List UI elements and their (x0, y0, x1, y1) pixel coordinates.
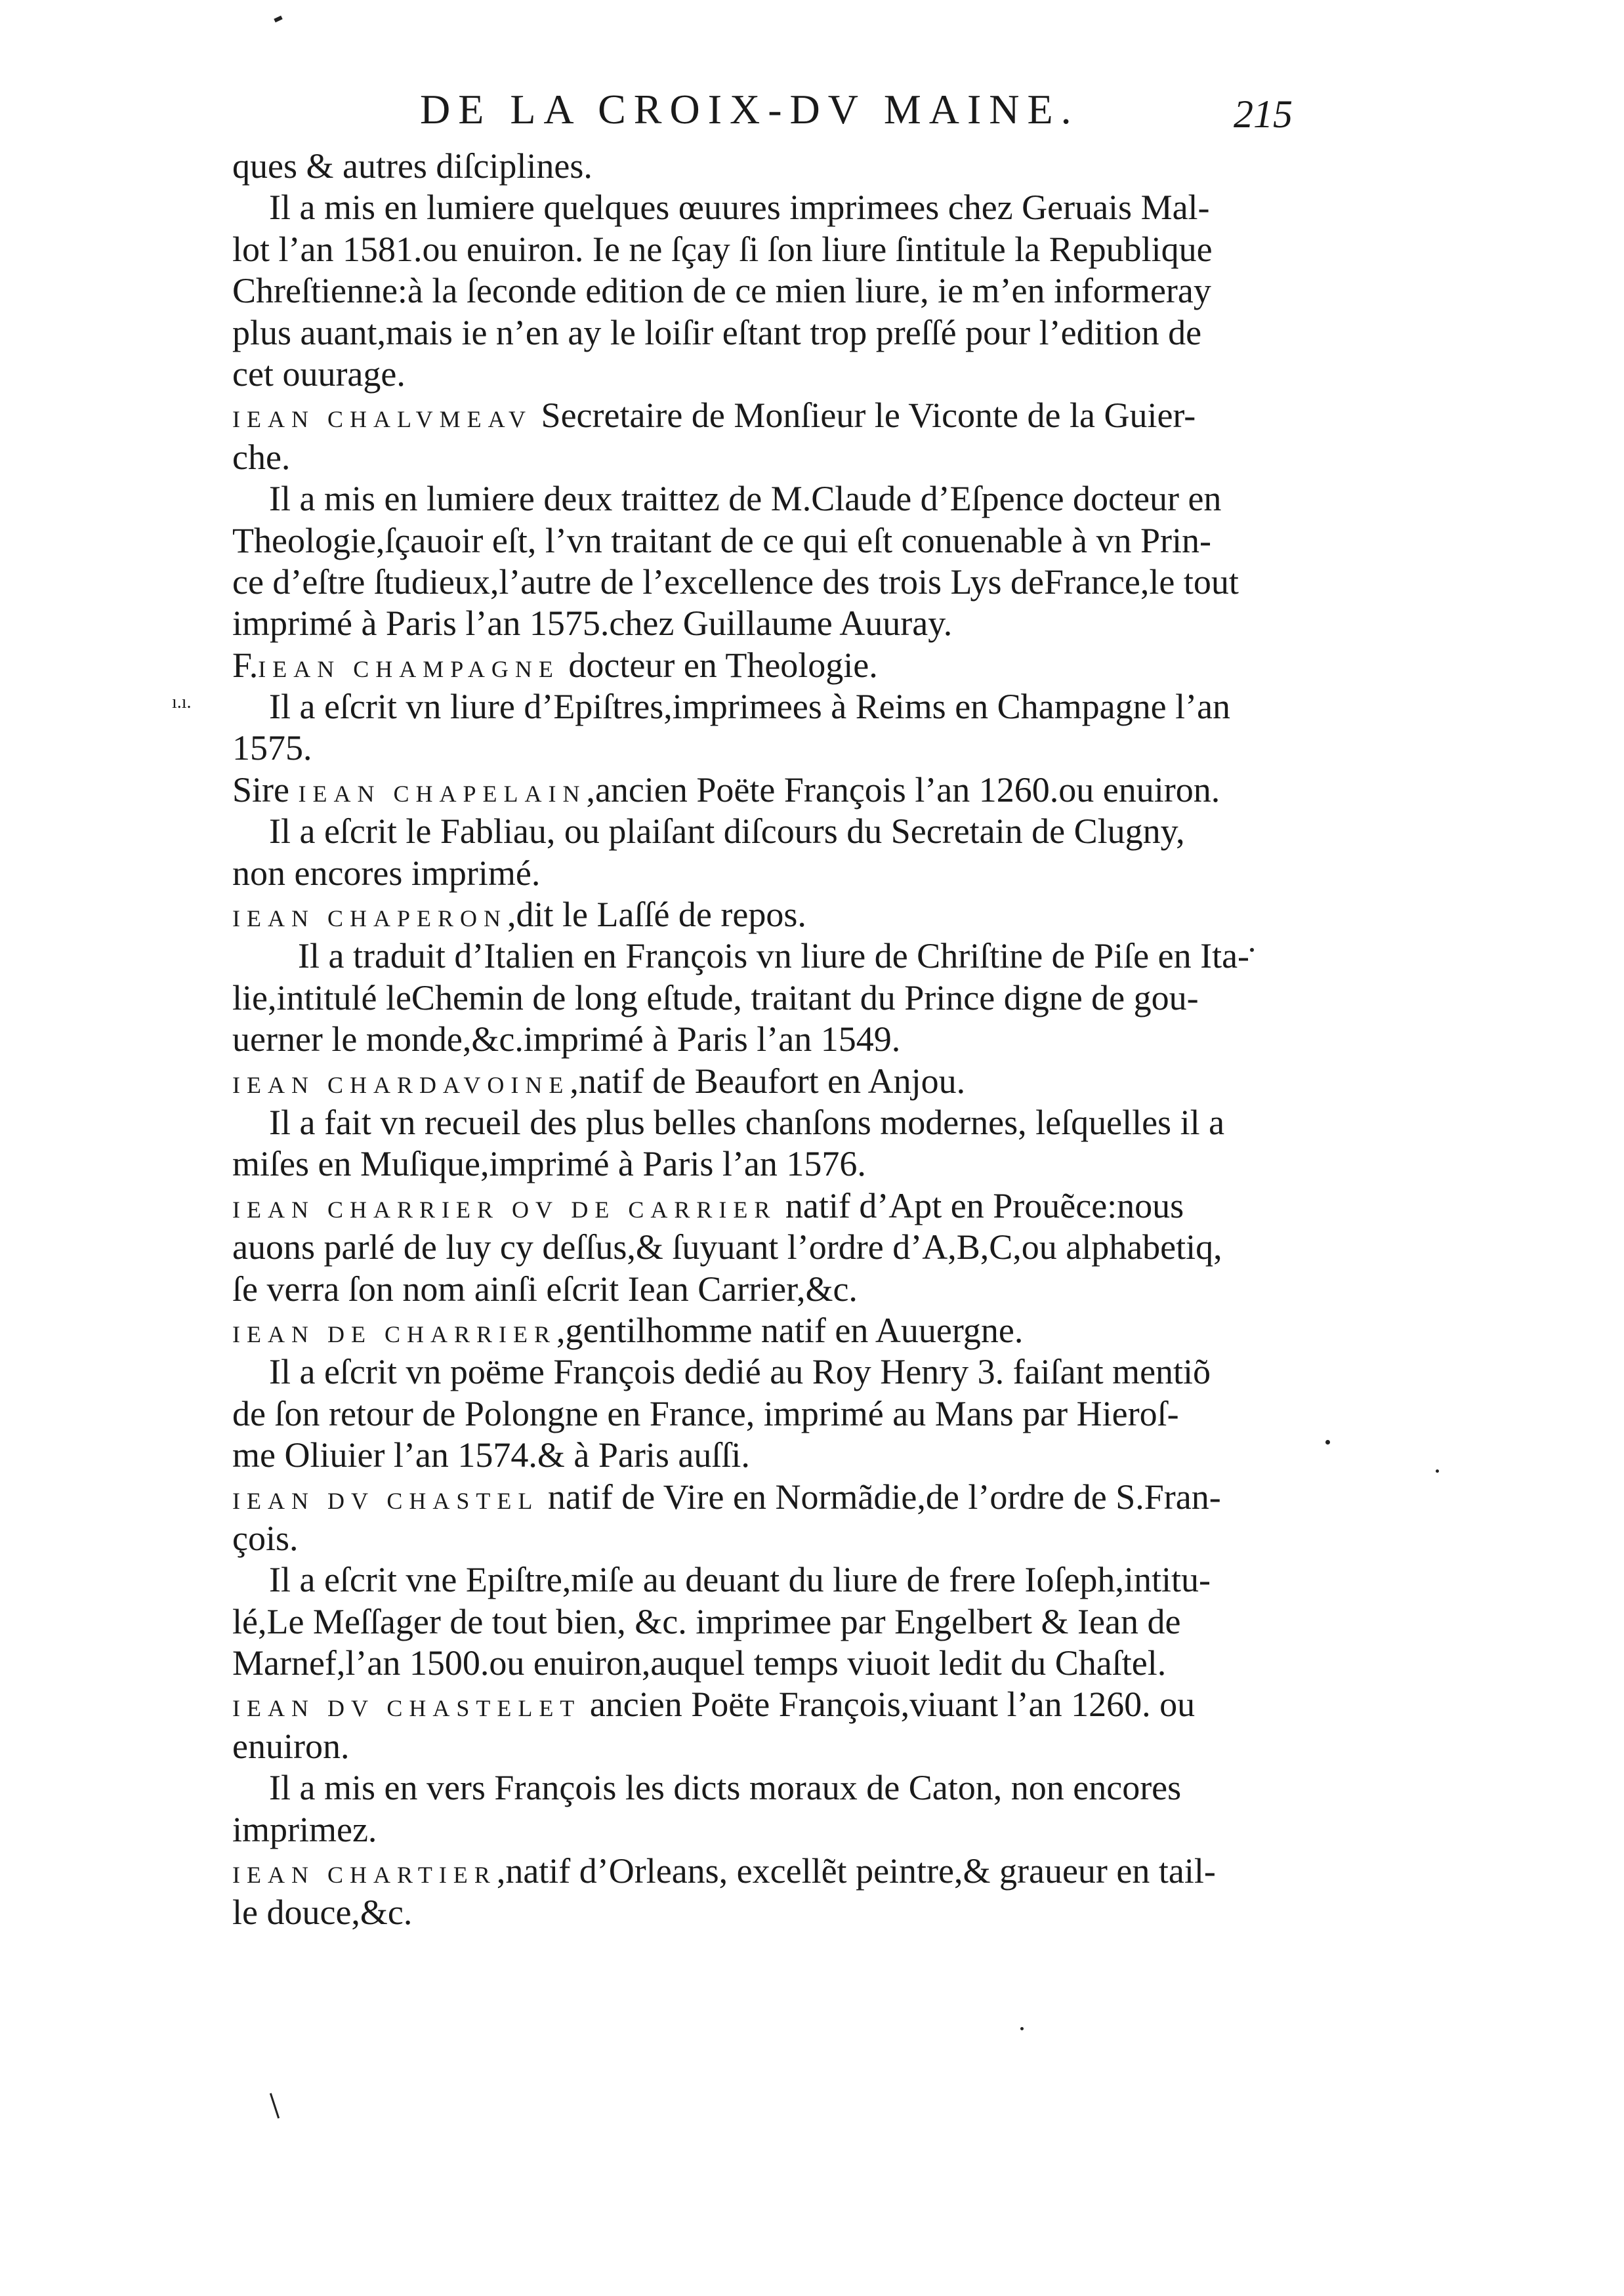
text-run: ques & autres diſciplines. (232, 146, 593, 186)
text-line (232, 894, 1295, 935)
author-name: IEAN CHARTIER (232, 1862, 497, 1889)
text-run: le douce,&c. (232, 1893, 413, 1933)
text-run: ancien Poëte François,viuant l’an 1260. ou (581, 1685, 1196, 1725)
text-run: Chreſtienne:à la ſeconde edition de ce mien liure, ie m’en informeray (232, 271, 1211, 311)
page-number: 215 (1234, 92, 1293, 136)
text-run: lot l’an 1581.ou enuiron. Ie ne ſçay ſi ſon liure ſintitule la Republique (232, 229, 1213, 269)
text-run: ,ancien Poëte François l’an 1260.ou enuiron. (586, 769, 1220, 810)
text-line (232, 1185, 1295, 1227)
text-line (232, 1559, 1295, 1601)
text-line (232, 1351, 1295, 1393)
text-run: Il a eſcrit vne Epiſtre,miſe au deuant du liure de frere Ioſeph,intitu- (269, 1560, 1211, 1600)
text-line (232, 645, 1295, 686)
text-run: imprimé à Paris l’an 1575.chez Guillaume Auuray. (232, 604, 953, 644)
text-line (232, 520, 1295, 562)
ink-dot (1325, 1440, 1330, 1445)
text-run: non encores imprimé. (232, 853, 541, 893)
text-line (232, 811, 1295, 852)
text-run: plus auant,mais ie n’en ay le loiſir eſtant trop preſſé pour l’edition de (232, 312, 1202, 352)
text-line (232, 1393, 1295, 1435)
text-run: me Oliuier l’an 1574.& à Paris auſſi. (232, 1435, 750, 1475)
text-line (232, 1767, 1295, 1809)
text-run: Il a traduit d’Italien en François vn liure de Chriſtine de Piſe en Ita- (298, 936, 1250, 976)
author-name: IEAN CHARRIER OV DE CARRIER (232, 1196, 777, 1223)
text-line (232, 603, 1295, 644)
text-run: cet ouurage. (232, 354, 406, 394)
text-line (232, 229, 1295, 270)
ink-dot (1436, 1469, 1439, 1473)
ink-stroke (270, 2093, 280, 2119)
text-line (232, 1227, 1295, 1268)
text-line (232, 1809, 1295, 1851)
biographical-entry (232, 146, 1295, 395)
text-run: enuiron. (232, 1726, 350, 1766)
text-line (232, 1684, 1295, 1725)
biographical-entry (232, 1477, 1295, 1685)
text-line (232, 1851, 1295, 1892)
text-run: ,dit le Laſſé de repos. (507, 895, 806, 935)
text-run: docteur en Theologie. (559, 645, 878, 685)
text-run: Il a eſcrit vn poëme François dedié au Roy Henry 3. faiſant mentiõ (269, 1352, 1211, 1392)
author-name: IEAN DV CHASTELET (232, 1695, 581, 1722)
text-run: Secretaire de Monſieur le Viconte de la Guier- (532, 396, 1196, 436)
text-run: che. (232, 437, 291, 477)
text-run: Il a eſcrit vn liure d’Epiſtres,imprimees à Reims en Champagne l’an (269, 687, 1231, 727)
text-run: lé,Le Meſſager de tout bien, &c. imprimee par Engelbert & Iean de (232, 1601, 1181, 1641)
text-run: natif d’Apt en Prouẽce:nous (776, 1185, 1184, 1225)
text-line (232, 1518, 1295, 1559)
author-name: IEAN CHAMPAGNE (258, 655, 560, 682)
text-line (232, 1102, 1295, 1143)
text-line (232, 395, 1295, 436)
author-name: IEAN DE CHARRIER (232, 1321, 556, 1347)
text-run: çois. (232, 1518, 299, 1558)
text-line (232, 935, 1295, 977)
text-run: Marnef,l’an 1500.ou enuiron,auquel temps viuoit ledit du Chaſtel. (232, 1643, 1167, 1683)
text-line (232, 187, 1295, 228)
biographical-entry (232, 645, 1295, 769)
text-line (232, 1310, 1295, 1351)
text-run: ,gentilhomme natif en Auuergne. (556, 1310, 1024, 1350)
biographical-entry (232, 1684, 1295, 1851)
text-line (232, 146, 1295, 187)
text-run: ,natif de Beaufort en Anjou. (570, 1061, 966, 1101)
text-line (232, 1643, 1295, 1684)
text-run: imprimez. (232, 1809, 377, 1849)
text-run: Theologie,ſçauoir eſt, l’vn traitant de ce qui eſt conuenable à vn Prin- (232, 520, 1211, 560)
text-run: F. (232, 645, 259, 685)
text-run: Sire (232, 769, 299, 810)
text-run: Il a mis en lumiere deux traittez de M.Claude d’Eſpence docteur en (269, 479, 1222, 519)
text-run: miſes en Muſique,imprimé à Paris l’an 1576. (232, 1144, 866, 1184)
text-run: ſe verra ſon nom ainſi eſcrit Iean Carrier,&c. (232, 1269, 858, 1309)
text-line (232, 1726, 1295, 1767)
biographical-entry (232, 1310, 1295, 1477)
text-line (232, 270, 1295, 312)
text-line (232, 1892, 1295, 1933)
ink-dot (1250, 948, 1254, 952)
text-line (232, 1435, 1295, 1476)
text-line (232, 312, 1295, 354)
biographical-entry (232, 1851, 1295, 1934)
author-name: IEAN CHAPERON (232, 905, 508, 932)
marginal-note: ı.ı. (172, 692, 192, 712)
text-line (232, 437, 1295, 478)
author-name: IEAN DV CHASTEL (232, 1487, 539, 1514)
biographical-entry (232, 395, 1295, 644)
text-run: natif de Vire en Normãdie,de l’ordre de S.Fran- (539, 1477, 1221, 1517)
text-line (232, 354, 1295, 395)
ink-dot (1020, 2027, 1024, 2030)
text-line (232, 728, 1295, 769)
text-line (232, 1477, 1295, 1518)
text-line (232, 562, 1295, 603)
text-line (232, 1601, 1295, 1643)
text-line (232, 769, 1295, 811)
text-run: 1575. (232, 728, 312, 768)
text-line (232, 1019, 1295, 1060)
text-run: uerner le monde,&c.imprimé à Paris l’an 1549. (232, 1019, 901, 1059)
text-line (232, 1269, 1295, 1310)
text-run: Il a mis en lumiere quelques œuures imprimees chez Geruais Mal- (269, 188, 1210, 228)
text-line (232, 977, 1295, 1019)
text-run: Il a eſcrit le Fabliau, ou plaiſant diſcours du Secretain de Clugny, (269, 811, 1185, 851)
ink-speck (274, 16, 282, 23)
text-line (232, 1143, 1295, 1185)
author-name: IEAN CHARDAVOINE (232, 1071, 570, 1098)
text-run: ce d’eſtre ſtudieux,l’autre de l’excellence des trois Lys deFrance,le tout (232, 562, 1239, 602)
biographical-entry (232, 1061, 1295, 1185)
author-name: IEAN CHALVMEAV (232, 406, 533, 433)
text-run: lie,intitulé leChemin de long eſtude, traitant du Prince digne de gou- (232, 977, 1199, 1017)
main-text (232, 146, 1295, 1934)
biographical-entry (232, 1185, 1295, 1310)
text-run: de ſon retour de Polongne en France, imprimé au Mans par Hieroſ- (232, 1393, 1179, 1433)
text-run: Il a fait vn recueil des plus belles chanſons modernes, leſquelles il a (269, 1102, 1225, 1142)
text-run: ,natif d’Orleans, excellẽt peintre,& graueur en tail- (496, 1851, 1216, 1891)
text-line (232, 478, 1295, 520)
text-run: Il a mis en vers François les dicts moraux de Caton, non encores (269, 1768, 1182, 1808)
biographical-entry (232, 894, 1295, 1061)
text-run: auons parlé de luy cy deſſus,& ſuyuant l’ordre d’A,B,C,ou alphabetiq, (232, 1227, 1222, 1267)
text-line (232, 686, 1295, 728)
text-line (232, 853, 1295, 894)
text-line (232, 1061, 1295, 1102)
running-title: DE LA CROIX-DV MAINE. (420, 86, 1079, 133)
biographical-entry (232, 769, 1295, 894)
author-name: IEAN CHAPELAIN (298, 780, 587, 807)
